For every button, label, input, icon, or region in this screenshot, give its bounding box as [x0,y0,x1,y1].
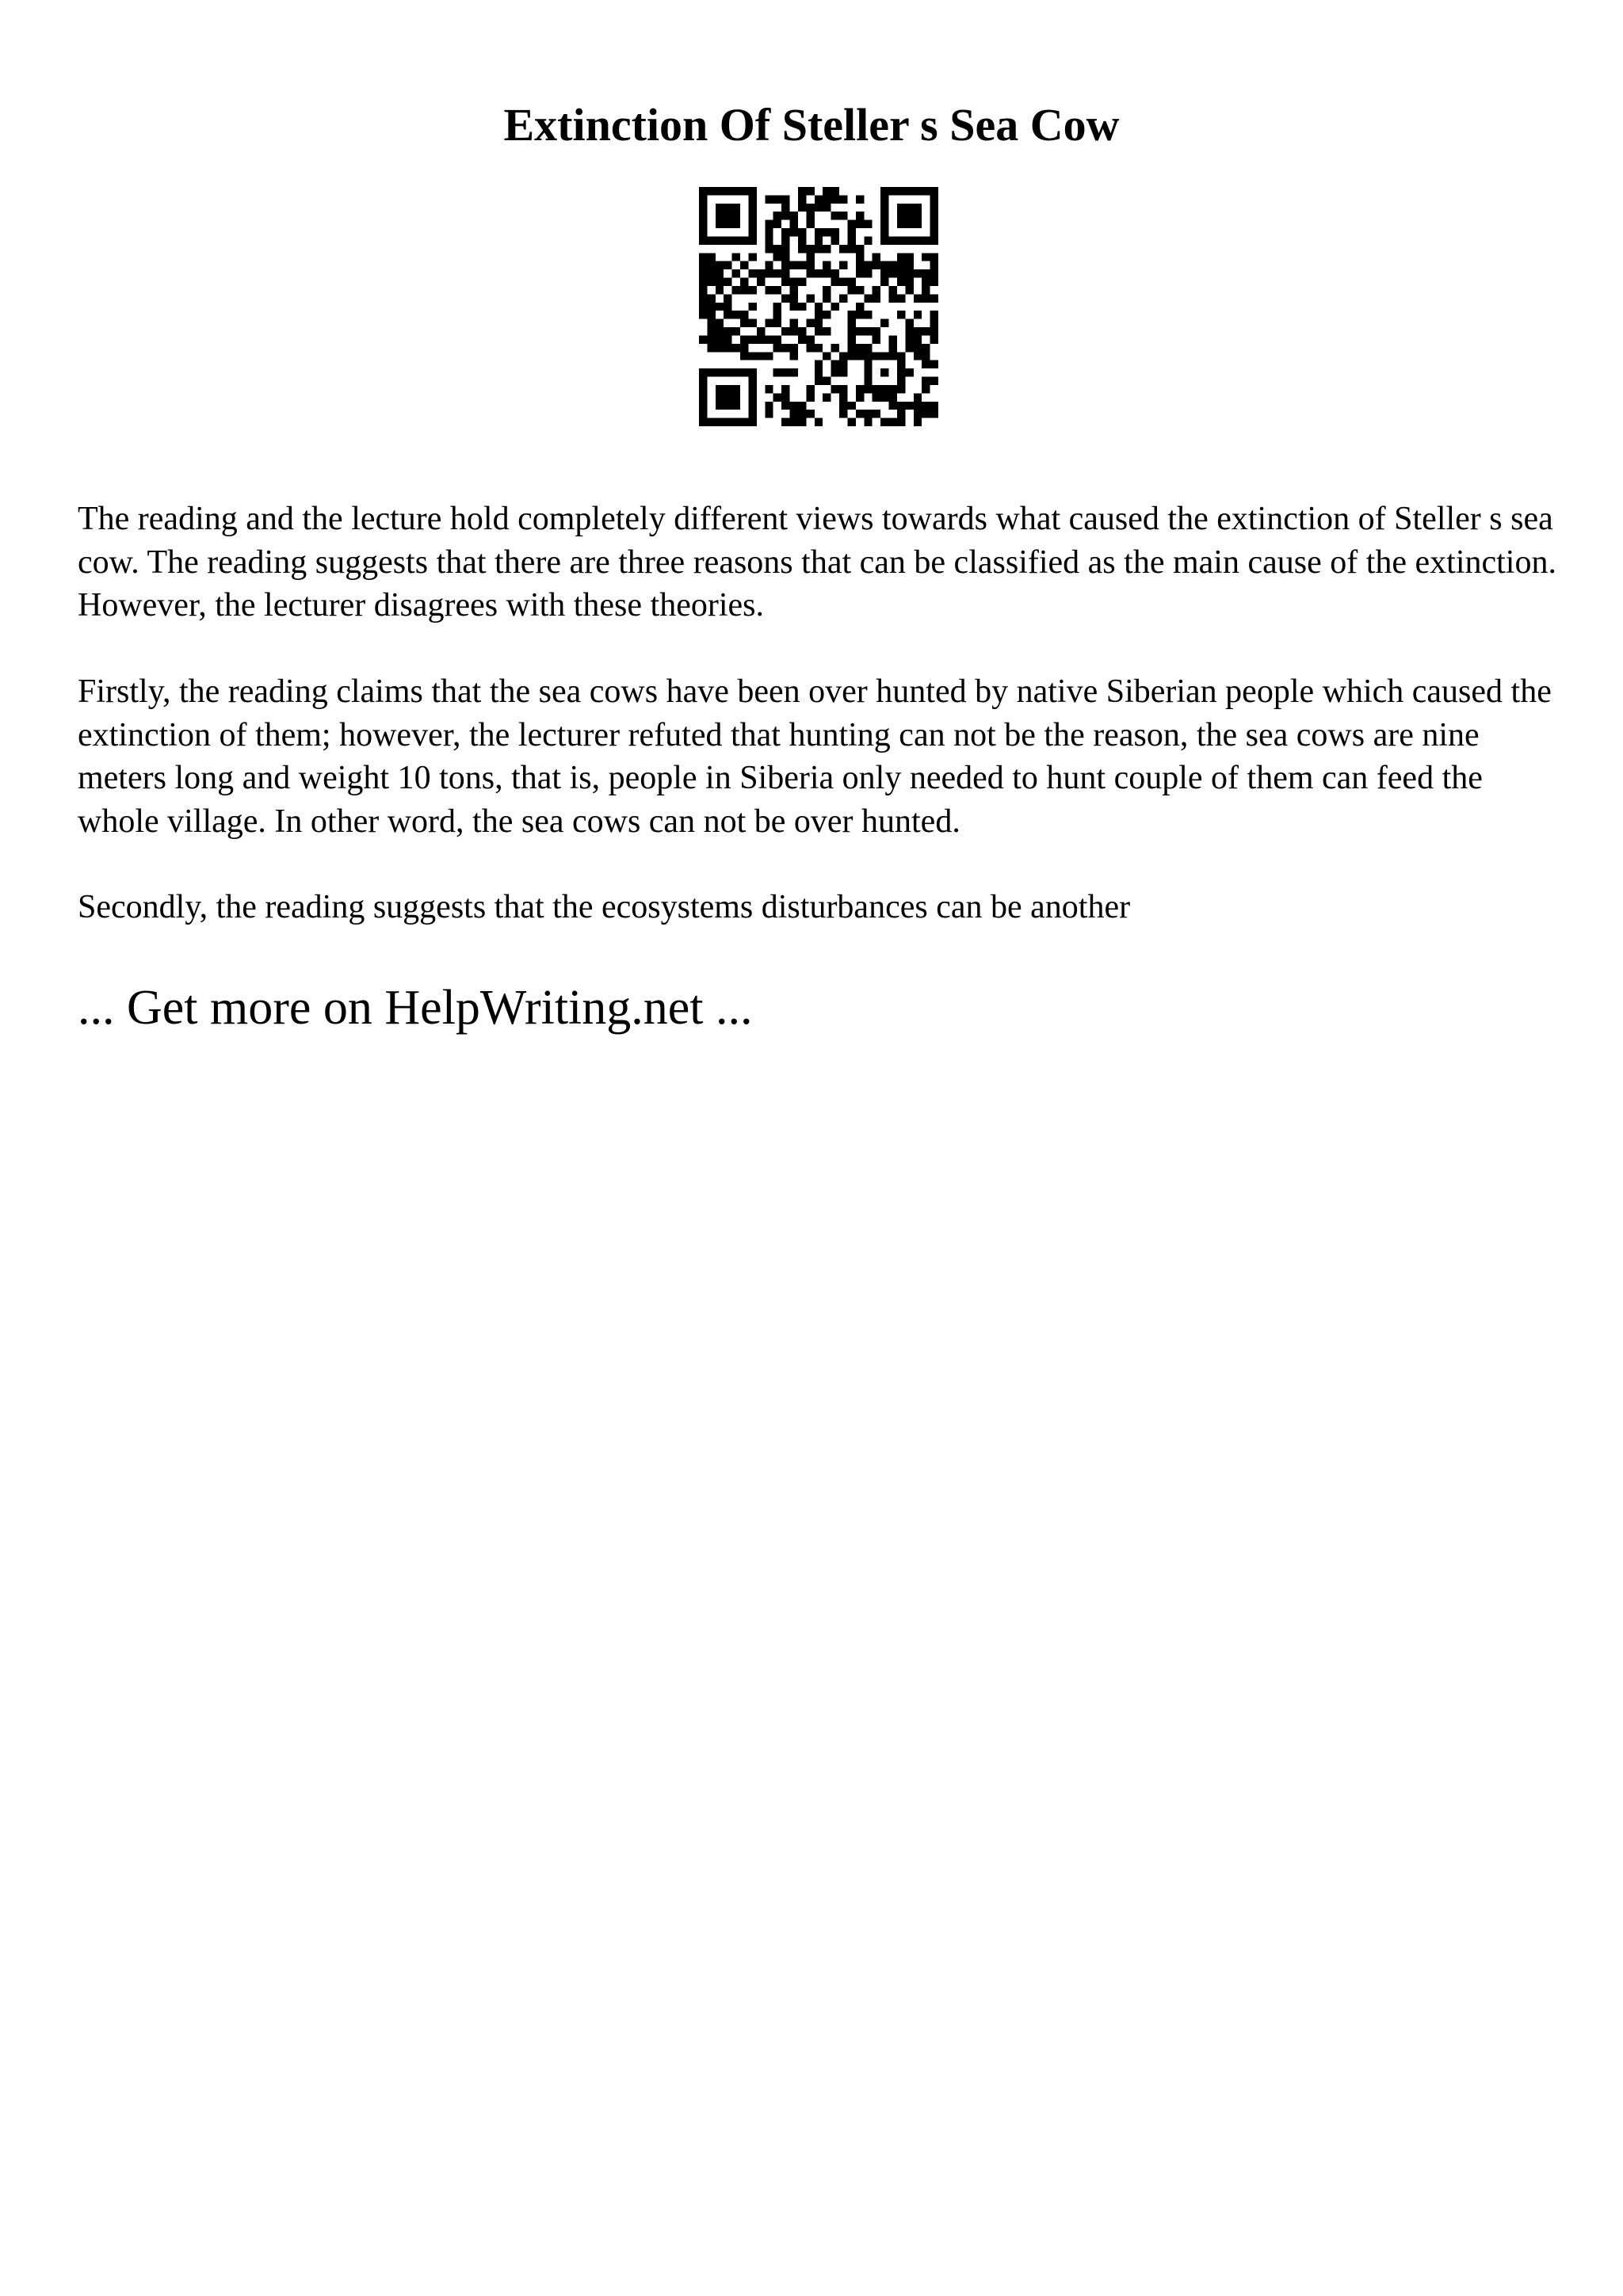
paragraph-2: Firstly, the reading claims that the sea cows have been over hunted by native Siberian people which caused the extinction of them; however, the lecturer refuted that hunting can not be the reason, the sea cows are nine meters long and weight 10 tons, that is, people in Siberia only needed to hunt couple of them can feed the whole village. In other word, the sea cows can not be over hunted. [78,673,1552,840]
page-title: Extinction Of Steller s Sea Cow [503,99,1120,151]
qr-code-icon[interactable] [699,187,938,426]
paragraph-1: The reading and the lecture hold completely different views towards what caused the extinction of Steller s sea cow. The reading suggests that there are three reasons that can be classified as the main cause of the extinction. However, the lecturer disagrees with these theories. [78,501,1556,624]
paragraph-3: Secondly, the reading suggests that the ecosystems disturbances can be another [78,889,1131,925]
get-more-link[interactable]: ... Get more on HelpWriting.net ... [78,981,753,1035]
